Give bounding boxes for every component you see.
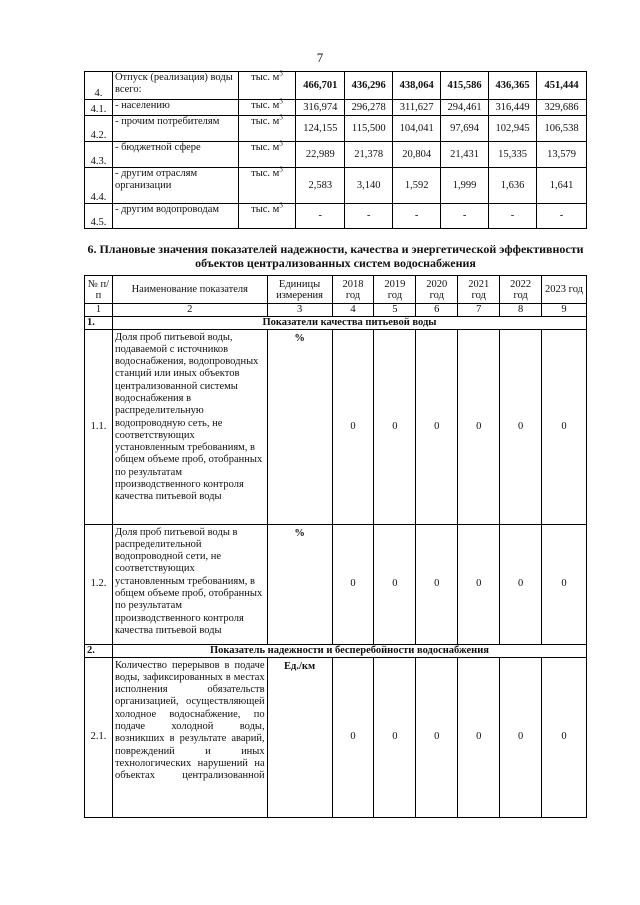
indicator-row-1-1 [85,329,587,524]
row-value: 436,365 [489,72,537,100]
indicator-value: 0 [374,329,416,524]
row-number: 1.1. [85,329,113,524]
row-value: 415,586 [441,72,489,100]
section-title: Показатель надежности и бесперебойности водоснабжения [112,644,586,657]
indicator-value: 0 [500,524,542,644]
row-unit [238,201,296,229]
unit-superscript: 3 [279,201,283,210]
row-number: 4.3. [85,142,113,168]
supply-row [85,168,587,204]
row-value: 296,278 [345,100,393,116]
unit-superscript: 3 [279,97,283,106]
header-name: Наименование показателя [112,276,267,304]
row-number: 1.2. [85,524,113,644]
row-name: Отпуск (реализация) воды всего: [112,72,238,100]
column-number-row [85,304,587,317]
indicator-value: 0 [458,657,500,817]
unit-superscript: 3 [279,139,283,148]
row-unit [238,113,296,142]
section-number: 2. [85,644,113,657]
indicator-unit: % [267,524,332,644]
unit-text: тыс. м [251,204,280,215]
row-value: 21,378 [345,142,393,168]
header-unit: Единицы измерения [267,276,332,304]
row-value: 466,701 [296,72,345,100]
header-year: 2023 год [542,276,587,304]
header-year: 2018 год [332,276,374,304]
indicator-unit: % [267,329,332,524]
row-value: 3,140 [345,168,393,204]
col-number: 2 [112,304,267,317]
supply-row [85,72,587,100]
row-value: 311,627 [393,100,441,116]
row-value: 329,686 [537,100,587,116]
indicator-value: 0 [332,524,374,644]
supply-row [85,204,587,229]
supply-row [85,100,587,116]
header-num: № п/п [85,276,113,304]
indicator-value: 0 [416,329,458,524]
water-supply-table [84,71,587,229]
header-year: 2022 год [500,276,542,304]
unit-text: тыс. м [251,72,280,83]
unit-text: тыс. м [251,100,280,111]
header-year: 2020 год [416,276,458,304]
row-number: 2.1. [85,657,113,817]
row-value: 13,579 [537,142,587,168]
unit-text: тыс. м [251,142,280,153]
row-value: 115,500 [345,116,393,142]
col-number: 6 [416,304,458,317]
section-row [85,316,587,329]
row-value: 1,641 [537,168,587,204]
row-number: 4.5. [85,204,113,229]
indicator-value: 0 [416,657,458,817]
row-number: 4.4. [85,168,113,204]
row-value: - [393,204,441,229]
row-value: 15,335 [489,142,537,168]
row-value: 1,636 [489,168,537,204]
row-number: 4.2. [85,116,113,142]
row-value: - [296,204,345,229]
unit-text: тыс. м [251,168,280,179]
row-name: - бюджетной сфере [112,142,238,168]
col-number: 5 [374,304,416,317]
col-number: 1 [85,304,113,317]
row-number: 4.1. [85,100,113,116]
row-value: 436,296 [345,72,393,100]
indicator-value: 0 [542,524,587,644]
unit-superscript: 3 [279,113,283,122]
indicator-description: Доля проб питьевой воды в распределительной водопроводной сети, не соответствующих установленным требованиям, в общем объеме проб, отобранных по результатам производственного контроля качества питьевой воды [112,524,267,644]
indicator-row-2-1 [85,657,587,817]
indicator-value: 0 [416,524,458,644]
section-number: 1. [85,316,113,329]
row-value: 294,461 [441,100,489,116]
row-value: 22,989 [296,142,345,168]
indicator-value: 0 [458,524,500,644]
row-unit [238,139,296,168]
header-year: 2019 год [374,276,416,304]
row-name: - прочим потребителям [112,116,238,142]
row-value: 21,431 [441,142,489,168]
row-value: 20,804 [393,142,441,168]
section-row [85,644,587,657]
col-number: 3 [267,304,332,317]
row-name: - населению [112,100,238,116]
unit-text: тыс. м [251,116,280,127]
indicator-row-1-2 [85,524,587,644]
row-value: 106,538 [537,116,587,142]
row-value: 124,155 [296,116,345,142]
indicator-value: 0 [374,524,416,644]
row-value: 316,974 [296,100,345,116]
row-value: - [537,204,587,229]
indicator-value: 0 [542,657,587,817]
indicator-description: Доля проб питьевой воды, подаваемой с источников водоснабжения, водопроводных станций или иных объектов централизованной системы водоснабжения в распределительную водопроводную сеть, не соответствующих установленным требованиям, в общем объеме проб, отобранных по результатам производственного контроля качества питьевой воды [112,329,267,524]
indicator-unit: Ед./км [267,657,332,817]
col-number: 7 [458,304,500,317]
indicator-value: 0 [542,329,587,524]
row-value: 1,592 [393,168,441,204]
indicator-value: 0 [332,329,374,524]
indicator-description: Количество перерывов в подаче воды, зафиксированных в местах исполнения обязательств организацией, осуществляющей холодное водоснабжение, по подаче холодной воды, возникших в результате аварий, повреждений и иных технологических нарушений на объектах централизованной [112,657,267,817]
row-value: 438,064 [393,72,441,100]
supply-row [85,116,587,142]
row-number: 4. [85,72,113,100]
page-number: 7 [316,50,324,65]
row-value: 2,583 [296,168,345,204]
row-value: - [345,204,393,229]
indicator-value: 0 [500,657,542,817]
row-value: 104,041 [393,116,441,142]
col-number: 4 [332,304,374,317]
indicator-value: 0 [500,329,542,524]
unit-superscript: 3 [279,165,283,174]
row-value: 102,945 [489,116,537,142]
indicator-value: 0 [332,657,374,817]
indicator-value: 0 [374,657,416,817]
row-unit [238,97,296,116]
indicators-table [84,275,587,818]
row-value: 1,999 [441,168,489,204]
header-row [85,276,587,304]
section-heading: 6. Плановые значения показателей надежности, качества и энергетической эффективности объектов централизованных систем водоснабжения [87,242,584,270]
header-year: 2021 год [458,276,500,304]
row-value: - [489,204,537,229]
col-number: 9 [542,304,587,317]
row-value: 97,694 [441,116,489,142]
unit-superscript: 3 [279,69,283,78]
row-name: - другим водопроводам [112,204,238,229]
row-name: - другим отраслям организации [112,168,238,204]
section-title: Показатели качества питьевой воды [112,316,586,329]
row-value: 316,449 [489,100,537,116]
row-unit [238,165,296,204]
supply-row [85,142,587,168]
row-value: 451,444 [537,72,587,100]
col-number: 8 [500,304,542,317]
row-unit [238,69,296,100]
indicator-value: 0 [458,329,500,524]
row-value: - [441,204,489,229]
